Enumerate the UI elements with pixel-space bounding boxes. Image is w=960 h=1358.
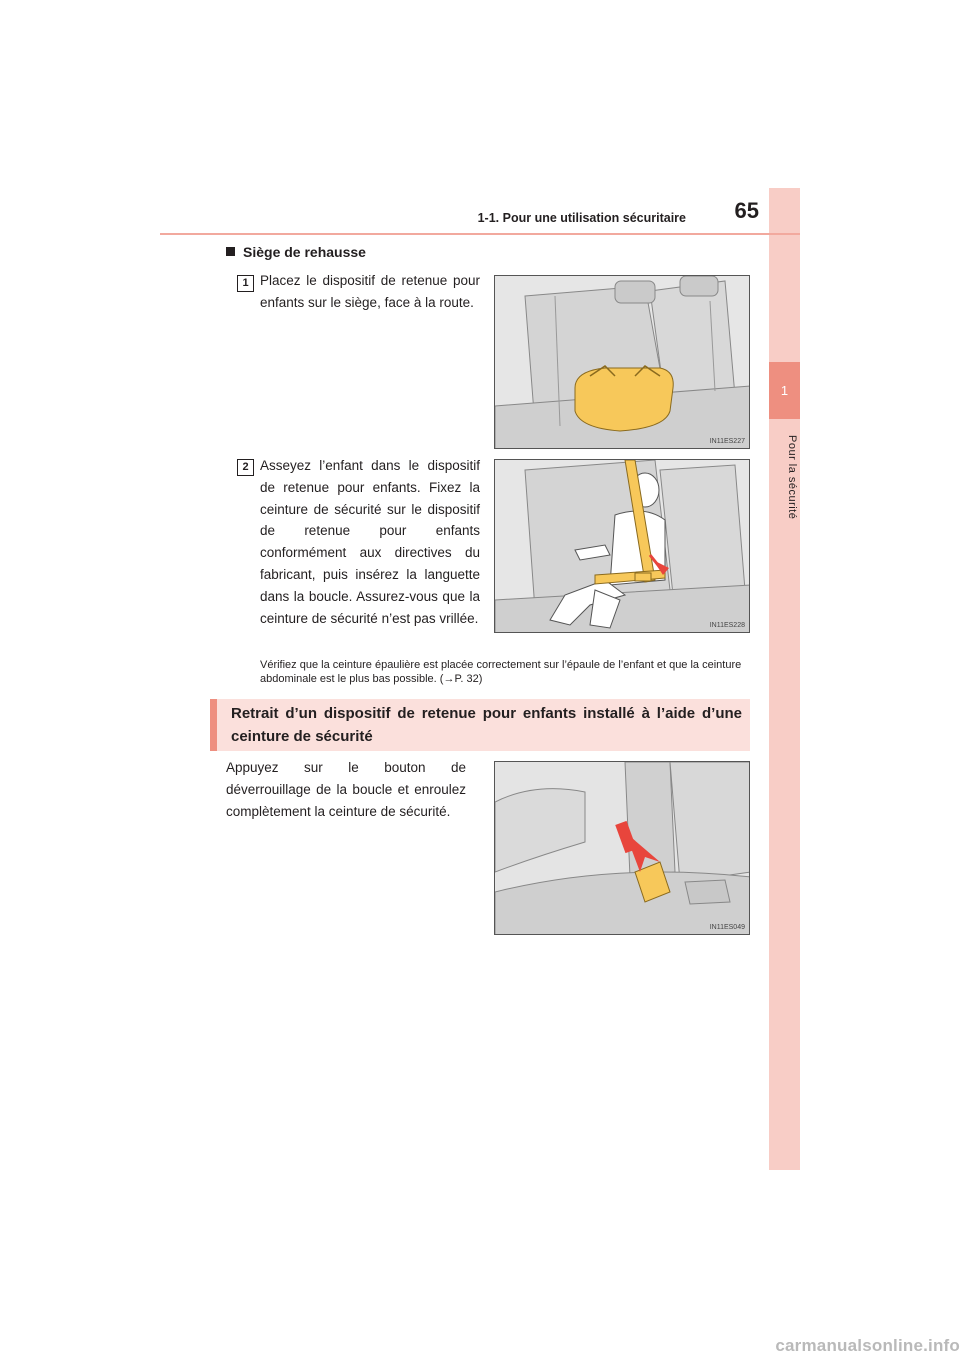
figure-child-seated	[494, 459, 750, 633]
child-seated-illustration	[495, 460, 750, 633]
booster-seat-illustration	[495, 276, 750, 449]
header-rule	[160, 233, 800, 235]
step-2-text: Asseyez l’enfant dans le dispositif de retenue pour enfants. Fixez la ceinture de sécurité sur le dispositif de retenue pour enfants conformément aux directives du fabricant, puis insérez la languette dans la boucle. Assurez-vous que la ceinture de sécurité n’est pas vrillée.	[260, 458, 480, 626]
buckle-release-illustration	[495, 762, 750, 935]
chapter-number: 1	[769, 362, 800, 419]
figure-buckle-release	[494, 761, 750, 935]
figure-code: IN11ES049	[709, 924, 745, 931]
booster-heading	[226, 244, 366, 260]
step-1-badge: 1	[237, 275, 254, 292]
removal-text: Appuyez sur le bouton de déverrouillage de la boucle et enroulez complètement la ceinture de sécurité.	[226, 760, 466, 819]
page-number: 65	[734, 198, 759, 223]
booster-note: Vérifiez que la ceinture épaulière est placée correctement sur l’épaule de l’enfant et que la ceinture abdominale est le plus bas possible. (→P. 32)	[260, 659, 742, 685]
square-bullet-icon	[226, 247, 235, 256]
removal-section-title: Retrait d’un dispositif de retenue pour enfants installé à l’aide d’une ceinture de sécurité	[231, 705, 742, 745]
chapter-side-tab	[769, 188, 800, 1170]
running-header: 1-1. Pour une utilisation sécuritaire	[477, 211, 686, 225]
removal-section-header	[210, 699, 750, 751]
step-1-text: Placez le dispositif de retenue pour enfants sur le siège, face à la route.	[260, 273, 480, 310]
figure-code: IN11ES228	[709, 622, 745, 629]
booster-heading-text: Siège de rehausse	[243, 244, 366, 260]
chapter-label: Pour la sécurité	[786, 435, 798, 520]
watermark-text: carmanualsonline.info	[775, 1336, 960, 1355]
figure-code: IN11ES227	[709, 438, 745, 445]
step-2-badge: 2	[237, 459, 254, 476]
figure-booster-seat-placed	[494, 275, 750, 449]
